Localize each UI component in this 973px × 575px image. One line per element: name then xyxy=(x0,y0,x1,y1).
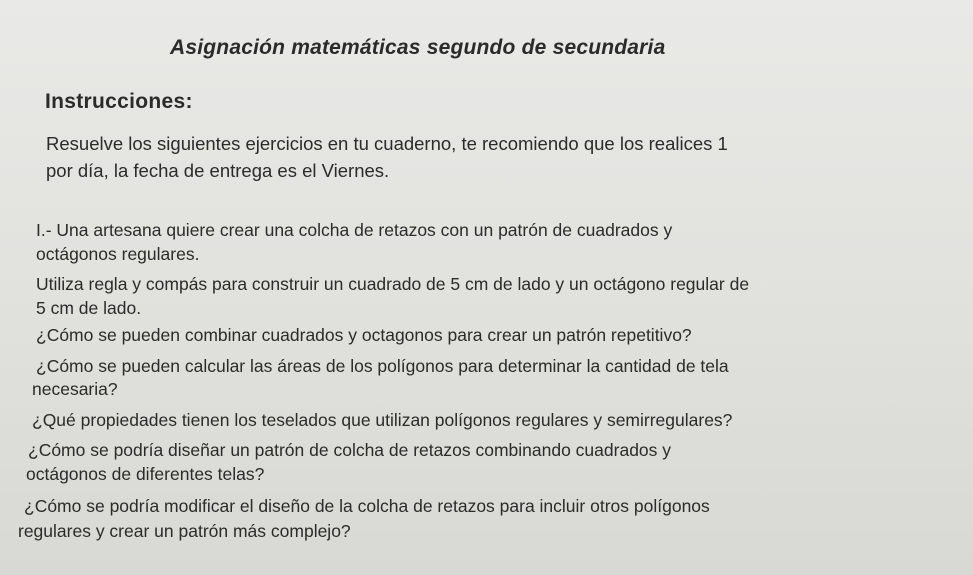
exercise-line: ¿Cómo se podría modificar el diseño de la colcha de retazos para incluir otros polígonos xyxy=(24,496,710,516)
exercise-line: ¿Cómo se pueden combinar cuadrados y octagonos para crear un patrón repetitivo? xyxy=(36,325,692,345)
exercise-line: ¿Cómo se podría diseñar un patrón de colcha de retazos combinando cuadrados y xyxy=(28,440,672,460)
document-title: Asignación matemáticas segundo de secundaria xyxy=(170,36,666,59)
instructions-line: Resuelve los siguientes ejercicios en tu cuaderno, te recomiendo que los realices 1 xyxy=(46,133,728,154)
exercise-line: ¿Qué propiedades tienen los teselados que utilizan polígonos regulares y semirregulares? xyxy=(32,410,733,430)
exercise-line: octágonos regulares. xyxy=(36,244,200,264)
exercise-line: regulares y crear un patrón más complejo? xyxy=(18,521,351,541)
instructions-line: por día, la fecha de entrega es el Viernes. xyxy=(46,160,390,181)
exercise-line: ¿Cómo se pueden calcular las áreas de los polígonos para determinar la cantidad de tela xyxy=(36,356,729,376)
exercise-line: necesaria? xyxy=(32,379,118,399)
exercise-line: octágonos de diferentes telas? xyxy=(26,464,265,484)
instructions-heading: Instrucciones: xyxy=(45,90,193,113)
exercise-line: 5 cm de lado. xyxy=(36,298,142,318)
exercise-line: I.- Una artesana quiere crear una colcha de retazos con un patrón de cuadrados y xyxy=(36,220,673,240)
exercise-line: Utiliza regla y compás para construir un cuadrado de 5 cm de lado y un octágono regular de xyxy=(36,274,750,294)
